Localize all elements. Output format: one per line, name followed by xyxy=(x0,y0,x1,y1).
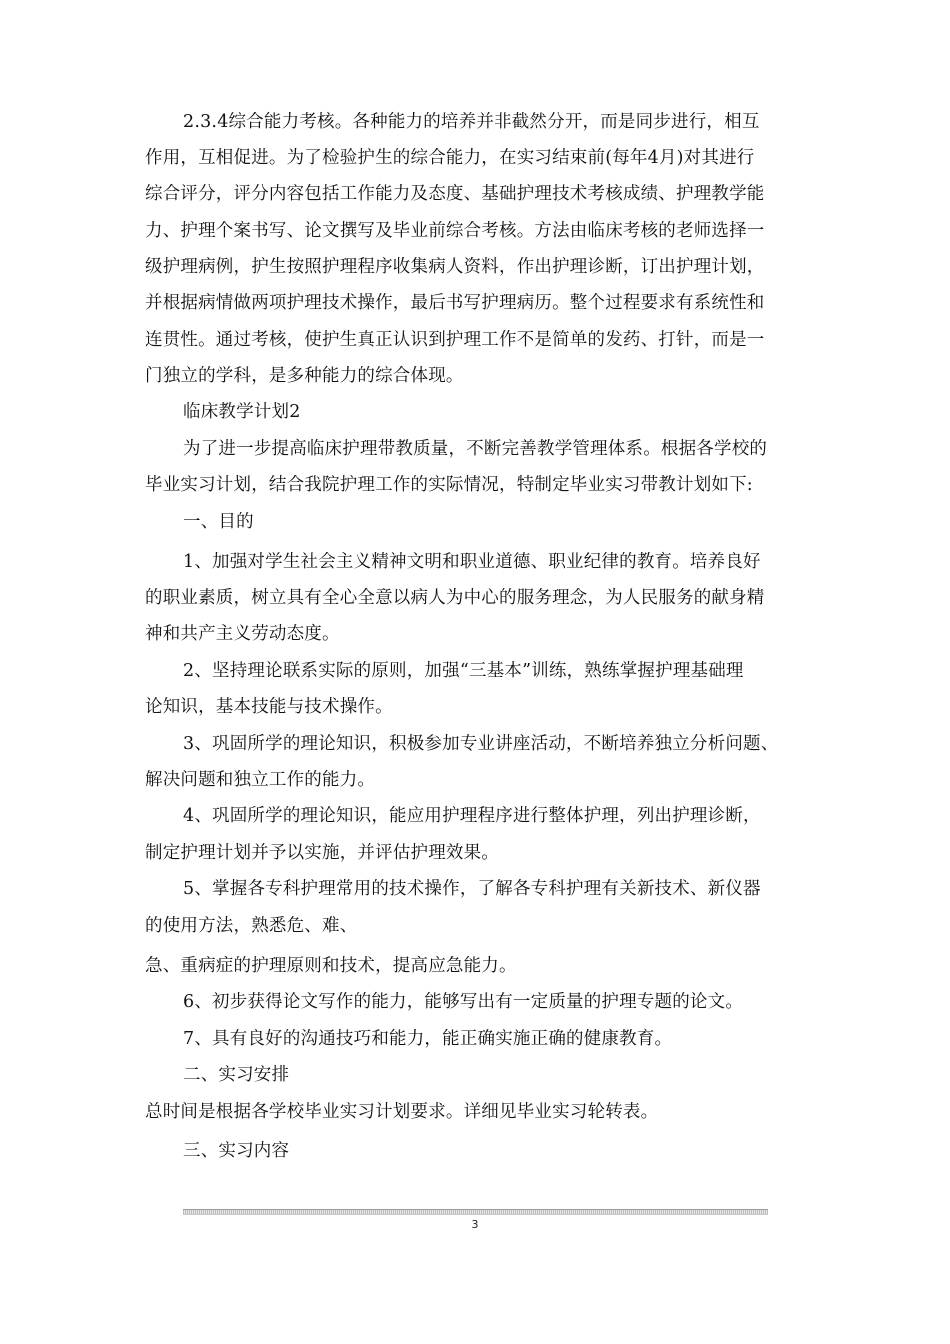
footer-rule xyxy=(183,1209,768,1215)
text-line: 为了进一步提高临床护理带教质量，不断完善教学管理体系。根据各学校的 xyxy=(183,439,768,459)
text-line: 3、巩固所学的理论知识，积极参加专业讲座活动，不断培养独立分析问题、 xyxy=(183,734,779,754)
text-line: 神和共产主义劳动态度。 xyxy=(145,624,340,644)
section-heading: 临床教学计划2 xyxy=(183,402,301,422)
text-line: 6、初步获得论文写作的能力，能够写出有一定质量的护理专题的论文。 xyxy=(183,992,744,1012)
text-line: 门独立的学科，是多种能力的综合体现。 xyxy=(145,366,464,386)
text-line: 2.3.4综合能力考核。各种能力的培养并非截然分开，而是同步进行，相互 xyxy=(183,112,760,132)
text-line: 的使用方法，熟悉危、难、 xyxy=(145,916,358,936)
section-heading: 一、目的 xyxy=(183,512,254,532)
text-line: 4、巩固所学的理论知识，能应用护理程序进行整体护理，列出护理诊断， xyxy=(183,806,761,826)
text-line: 总时间是根据各学校毕业实习计划要求。详细见毕业实习轮转表。 xyxy=(145,1102,659,1122)
text-line: 制定护理计划并予以实施，并评估护理效果。 xyxy=(145,843,499,863)
text-line: 并根据病情做两项护理技术操作，最后书写护理病历。整个过程要求有系统性和 xyxy=(145,293,765,313)
text-line: 急、重病症的护理原则和技术，提高应急能力。 xyxy=(145,956,517,976)
text-line: 2、坚持理论联系实际的原则，加强“三基本”训练，熟练掌握护理基础理 xyxy=(183,661,744,681)
text-line: 作用，互相促进。为了检验护生的综合能力，在实习结束前(每年4月)对其进行 xyxy=(145,148,755,168)
section-heading: 三、实习内容 xyxy=(183,1141,290,1161)
text-line: 论知识，基本技能与技术操作。 xyxy=(145,697,393,717)
text-line: 力、护理个案书写、论文撰写及毕业前综合考核。方法由临床考核的老师选择一 xyxy=(145,221,765,241)
text-line: 7、具有良好的沟通技巧和能力，能正确实施正确的健康教育。 xyxy=(183,1029,673,1049)
text-line: 级护理病例，护生按照护理程序收集病人资料，作出护理诊断，订出护理计划， xyxy=(145,257,765,277)
page-number: 3 xyxy=(471,1218,479,1231)
text-line: 综合评分，评分内容包括工作能力及态度、基础护理技术考核成绩、护理教学能 xyxy=(145,184,765,204)
text-line: 5、掌握各专科护理常用的技术操作，了解各专科护理有关新技术、新仪器 xyxy=(183,879,761,899)
text-line: 解决问题和独立工作的能力。 xyxy=(145,770,376,790)
text-line: 毕业实习计划，结合我院护理工作的实际情况，特制定毕业实习带教计划如下: xyxy=(145,475,753,495)
text-line: 1、加强对学生社会主义精神文明和职业道德、职业纪律的教育。培养良好 xyxy=(183,552,761,572)
section-heading: 二、实习安排 xyxy=(183,1065,290,1085)
text-line: 连贯性。通过考核，使护生真正认识到护理工作不是简单的发药、打针，而是一 xyxy=(145,330,765,350)
text-line: 的职业素质，树立具有全心全意以病人为中心的服务理念，为人民服务的献身精 xyxy=(145,588,765,608)
